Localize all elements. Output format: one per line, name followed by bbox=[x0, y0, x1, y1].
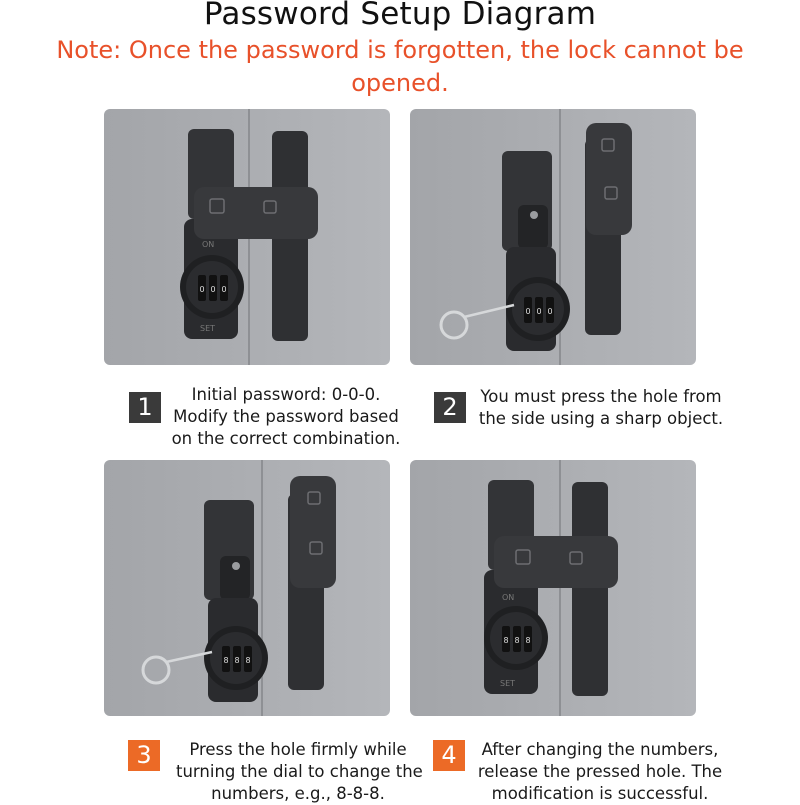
dial-digit: 0 bbox=[199, 285, 205, 294]
dial-digit: 8 bbox=[245, 656, 251, 665]
step-1-line-2: Modify the password based bbox=[173, 407, 399, 426]
dial-digit: 8 bbox=[514, 636, 520, 645]
step-3-badge: 3 bbox=[128, 740, 160, 771]
dial-digit: 0 bbox=[536, 307, 542, 316]
step-4-image bbox=[410, 460, 696, 716]
step-4-line-2: release the pressed hole. The bbox=[477, 762, 723, 781]
step-1-caption bbox=[164, 384, 408, 450]
on-mark: ON bbox=[202, 240, 215, 249]
set-mark: SET bbox=[500, 679, 516, 688]
dial-digit: 0 bbox=[210, 285, 216, 294]
warning-note: Note: Once the password is forgotten, the lock cannot be opened. bbox=[56, 36, 744, 97]
step-4-badge: 4 bbox=[433, 740, 465, 771]
step-1-badge: 1 bbox=[129, 392, 161, 423]
dial-digit: 8 bbox=[223, 656, 229, 665]
step-1-line-3: on the correct combination. bbox=[171, 429, 401, 448]
step-3-line-1: Press the hole firmly while bbox=[189, 740, 407, 759]
set-mark: SET bbox=[200, 324, 216, 333]
diagram-title: Password Setup Diagram bbox=[203, 0, 597, 32]
step-1-line-1: Initial password: 0-0-0. bbox=[191, 385, 381, 404]
step-2-line-1: You must press the hole from bbox=[480, 387, 722, 406]
step-2-image bbox=[410, 109, 696, 365]
step-2-badge: 2 bbox=[434, 392, 466, 423]
dial-digit: 0 bbox=[221, 285, 227, 294]
step-3-caption bbox=[176, 739, 423, 805]
lock-closed-illustration bbox=[104, 109, 390, 365]
step-2-caption bbox=[470, 386, 732, 430]
step-4-line-3: modification is successful. bbox=[491, 784, 709, 803]
step-3-image bbox=[104, 460, 390, 716]
step-3-line-3: numbers, e.g., 8-8-8. bbox=[211, 784, 385, 803]
lock-dial-turn-illustration bbox=[104, 460, 390, 716]
on-mark: ON bbox=[502, 593, 515, 602]
dial-digit: 8 bbox=[503, 636, 509, 645]
step-4-line-1: After changing the numbers, bbox=[481, 740, 719, 759]
step-2-line-2: the side using a sharp object. bbox=[478, 409, 724, 428]
dial-digit: 0 bbox=[525, 307, 531, 316]
step-1-image bbox=[104, 109, 390, 365]
lock-open-pin-illustration bbox=[410, 109, 696, 365]
lock-closed-new-code-illustration bbox=[410, 460, 696, 716]
dial-digit: 8 bbox=[525, 636, 531, 645]
step-3-line-2: turning the dial to change the bbox=[176, 762, 423, 781]
dial-digit: 0 bbox=[547, 307, 553, 316]
step-4-caption bbox=[470, 739, 730, 805]
dial-digit: 8 bbox=[234, 656, 240, 665]
